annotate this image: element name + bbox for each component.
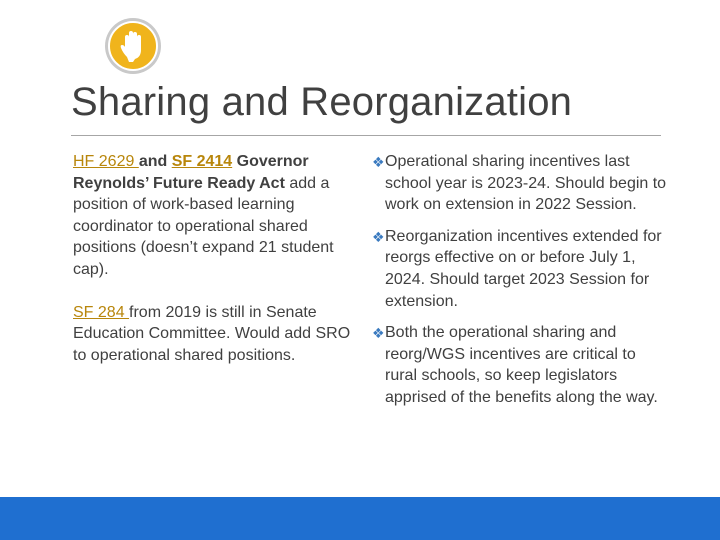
bullet-item <box>372 151 672 216</box>
sf-2414-link[interactable]: SF 2414 <box>171 153 233 170</box>
footer-accent-bar <box>0 497 720 540</box>
legislation-description: add a position of work-based learning coordinator to operational shared positions (doesn’t expand 21 student cap). <box>73 174 334 278</box>
hf-2629-link[interactable]: HF 2629 <box>73 153 139 170</box>
bullet-text: Operational sharing incentives last school year is 2023-24. Should begin to work on extension in 2022 Session. <box>385 153 667 214</box>
left-column <box>73 151 363 366</box>
sf-284-link[interactable]: SF 284 <box>73 303 130 321</box>
title-divider <box>71 135 661 136</box>
sf-284-paragraph <box>73 302 363 367</box>
diamond-bullet-icon: ❖ <box>372 228 385 245</box>
sf-284-description: from 2019 is still in Senate Education Committee. Would add SRO to operational shared positions. <box>73 303 351 364</box>
diamond-bullet-icon: ❖ <box>372 154 385 170</box>
hand-badge-icon <box>104 17 162 75</box>
and-text: and <box>138 153 172 170</box>
bullet-text: Reorganization incentives extended for reorgs effective on or before July 1, 2024. Should target 2023 Session for extension. <box>385 227 662 310</box>
bullet-text: Both the operational sharing and reorg/WGS incentives are critical to rural schools, so keep legislators apprised of the benefits along the way. <box>385 324 658 406</box>
legislation-paragraph <box>73 151 363 281</box>
bullet-item <box>372 322 672 408</box>
bullet-item <box>372 226 672 312</box>
act-name: Governor Reynolds’ Future Ready Act <box>73 153 309 192</box>
right-column <box>372 151 672 419</box>
slide-title: Sharing and Reorganization <box>71 80 573 124</box>
diamond-bullet-icon: ❖ <box>372 325 385 342</box>
